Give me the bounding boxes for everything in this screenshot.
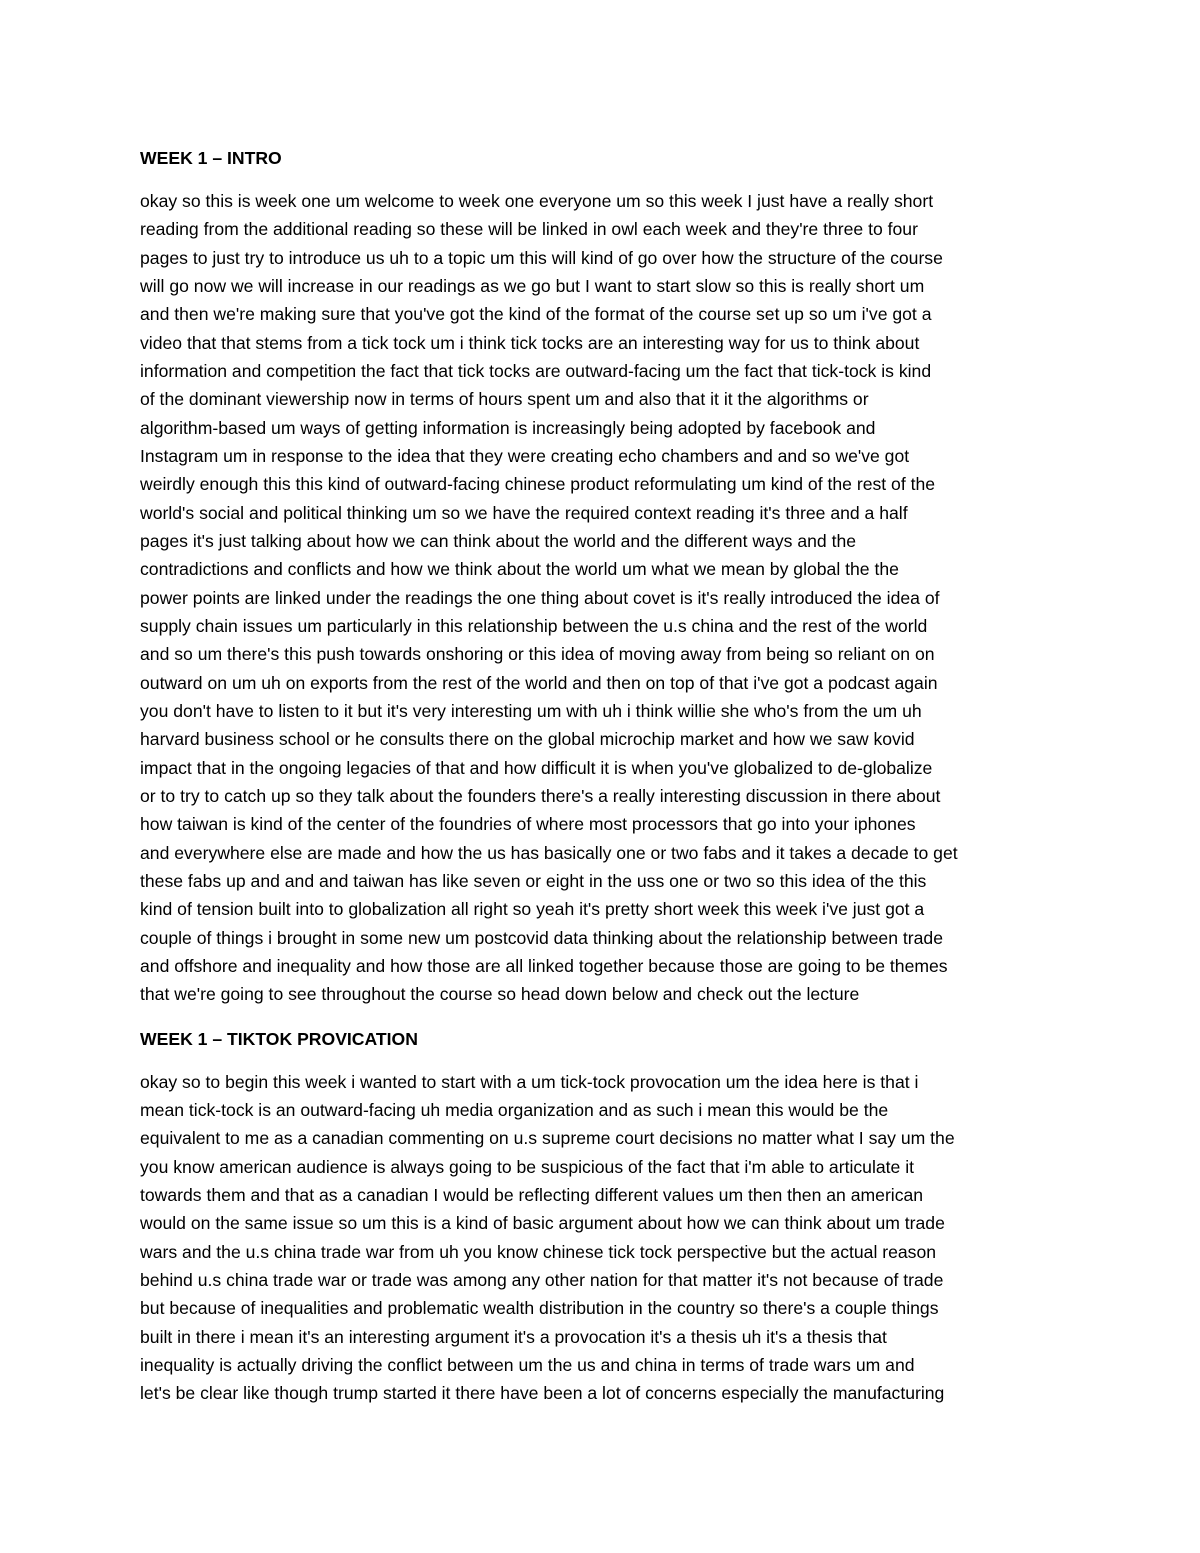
text-line: how taiwan is kind of the center of the foundries of where most processors that go into your iphones	[140, 814, 916, 835]
text-line: that we're going to see throughout the course so head down below and check out the lecture	[140, 984, 860, 1005]
text-line: weirdly enough this this kind of outward-facing chinese product reformulating um kind of the rest of the	[140, 474, 936, 495]
text-line: kind of tension built into to globalization all right so yeah it's pretty short week this week i've just got a	[140, 899, 925, 920]
text-line: okay so to begin this week i wanted to start with a um tick-tock provocation um the idea here is that i	[140, 1071, 919, 1092]
text-line: mean tick-tock is an outward-facing uh media organization and as such i mean this would be the	[140, 1100, 889, 1120]
text-line: supply chain issues um particularly in this relationship between the u.s china and the rest of the world	[140, 616, 928, 636]
text-line: and so um there's this push towards onshoring or this idea of moving away from being so reliant on on	[140, 644, 935, 665]
text-line: impact that in the ongoing legacies of that and how difficult it is when you've globalized to de-globalize	[140, 757, 933, 778]
text-line: harvard business school or he consults there on the global microchip market and how we saw kovid	[140, 729, 915, 750]
text-line: algorithm-based um ways of getting information is increasingly being adopted by facebook and	[140, 417, 876, 438]
text-line: okay so this is week one um welcome to week one everyone um so this week I just have a really short	[140, 190, 934, 211]
text-line: information and competition the fact that tick tocks are outward-facing um the fact that tick-tock is kind	[140, 360, 932, 381]
text-line: pages to just try to introduce us uh to a topic um this will kind of go over how the structure of the course	[140, 247, 943, 268]
text-line: will go now we will increase in our readings as we go but I want to start slow so this is really short um	[140, 275, 925, 296]
text-line: contradictions and conflicts and how we think about the world um what we mean by global the the	[140, 559, 899, 580]
text-line: or to try to catch up so they talk about the founders there's a really interesting discussion in there about	[140, 786, 941, 807]
paragraph-week1-intro	[140, 187, 1060, 1009]
document-body	[140, 144, 1060, 1408]
text-line: inequality is actually driving the conflict between um the us and china in terms of trade wars um and	[140, 1355, 915, 1376]
text-line: let's be clear like though trump started it there have been a lot of concerns especially the manufacturing	[140, 1383, 945, 1404]
paragraph-week1-tiktok	[140, 1068, 1060, 1408]
text-line: but because of inequalities and problematic wealth distribution in the country so there's a couple things	[140, 1298, 939, 1319]
text-line: pages it's just talking about how we can think about the world and the different ways and the	[140, 530, 857, 551]
text-line: towards them and that as a canadian I would be reflecting different values um then then an american	[140, 1185, 924, 1206]
text-line: Instagram um in response to the idea that they were creating echo chambers and and so we've got	[140, 445, 910, 466]
text-line: world's social and political thinking um so we have the required context reading it's three and a half	[140, 502, 908, 523]
text-line: power points are linked under the readings the one thing about covet is it's really introduced the idea of	[140, 587, 940, 608]
text-line: wars and the u.s china trade war from uh you know chinese tick tock perspective but the actual reason	[140, 1241, 937, 1262]
text-line: outward on um uh on exports from the rest of the world and then on top of that i've got a podcast again	[140, 672, 938, 693]
text-line: you don't have to listen to it but it's very interesting um with uh i think willie she who's from the um uh	[140, 701, 922, 722]
section-heading-week1-tiktok: WEEK 1 – TIKTOK PROVICATION	[140, 1028, 418, 1049]
text-line: behind u.s china trade war or trade was among any other nation for that matter it's not because of trade	[140, 1270, 944, 1291]
text-line: and offshore and inequality and how those are all linked together because those are going to be themes	[140, 956, 948, 977]
text-line: built in there i mean it's an interesting argument it's a provocation it's a thesis uh it's a thesis that	[140, 1326, 887, 1347]
text-line: and everywhere else are made and how the us has basically one or two fabs and it takes a decade to get	[140, 842, 958, 863]
text-line: and then we're making sure that you've got the kind of the format of the course set up so um i've got a	[140, 304, 932, 325]
text-line: these fabs up and and and taiwan has like seven or eight in the uss one or two so this idea of the this	[140, 871, 927, 892]
text-line: of the dominant viewership now in terms of hours spent um and also that it it the algorithms or	[140, 389, 869, 410]
text-line: you know american audience is always going to be suspicious of the fact that i'm able to articulate it	[140, 1156, 914, 1177]
text-line: video that that stems from a tick tock um i think tick tocks are an interesting way for us to think about	[140, 332, 920, 353]
text-line: would on the same issue so um this is a kind of basic argument about how we can think about um trade	[140, 1213, 945, 1234]
text-line: equivalent to me as a canadian commenting on u.s supreme court decisions no matter what I say um the	[140, 1128, 955, 1149]
text-line: couple of things i brought in some new um postcovid data thinking about the relationship between trade	[140, 927, 943, 948]
text-line: reading from the additional reading so these will be linked in owl each week and they're three to four	[140, 219, 918, 240]
section-heading-week1-intro: WEEK 1 – INTRO	[140, 148, 282, 168]
